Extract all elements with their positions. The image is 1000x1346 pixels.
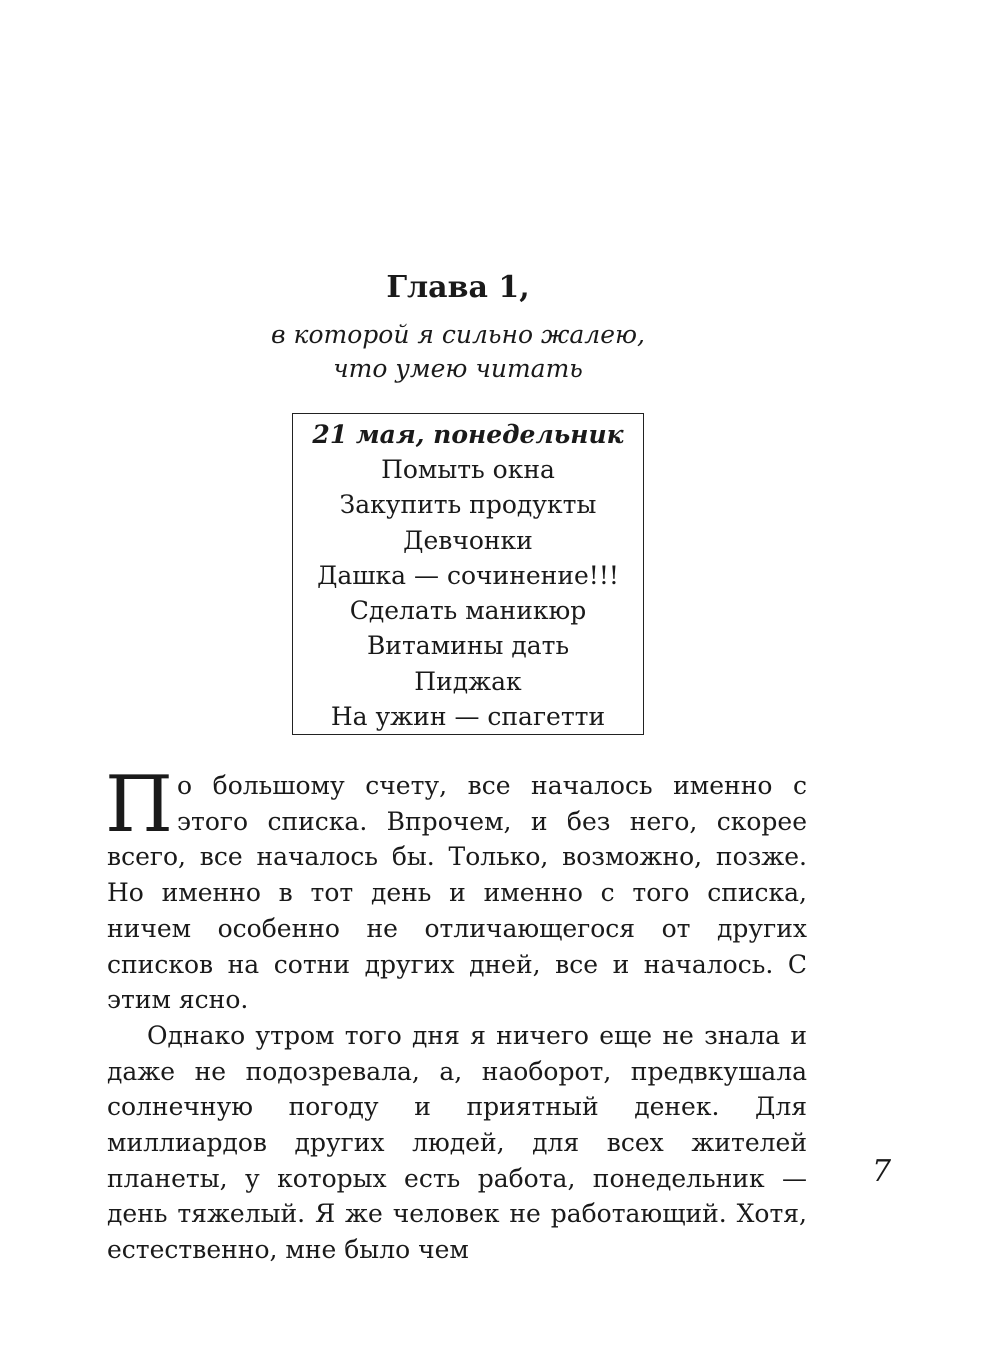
page-number: 7 <box>872 1154 892 1189</box>
drop-cap: П <box>105 760 174 850</box>
todo-item: Пиджак <box>414 666 522 696</box>
body-text <box>105 760 807 1268</box>
body-paragraph-1 <box>105 760 807 1018</box>
todo-item: Закупить продукты <box>339 490 597 520</box>
todo-item: Помыть окна <box>381 455 555 484</box>
todo-item: Девчонки <box>403 525 533 555</box>
todo-list-box <box>292 413 644 735</box>
paragraph-1-text: о большому счету, все началось именно с этого списка. Впрочем, и без него, скорее всего, все началось бы. Только, возможно, позже. Но именно в тот день и именно с того списка, ничем особенно не отличающегося от других списков на сотни других дней, все и началось. С этим ясно. <box>107 771 807 1015</box>
todo-item: Витамины дать <box>366 631 570 661</box>
todo-item: На ужин — спагетти <box>330 702 606 732</box>
chapter-subtitle-line-2: что умею читать <box>333 354 583 383</box>
todo-item: Дашка — сочинение!!! <box>317 560 619 590</box>
chapter-subtitle <box>0 318 916 386</box>
body-paragraph-2: Однако утром того дня я ничего еще не знала и даже не подозревала, а, наоборот, предвкушала солнечную погоду и приятный денек. Для миллиардов других людей, для всех жителей планеты, у которых есть работа, понедельник — день тяжелый. Я же человек не работающий. Хотя, естественно, мне было чем <box>107 1020 807 1265</box>
chapter-title: Глава 1, <box>386 270 530 305</box>
todo-list-date: 21 мая, понедельник <box>312 420 624 449</box>
todo-item: Сделать маникюр <box>349 596 587 626</box>
chapter-subtitle-line-1: в которой я сильно жалею, <box>271 320 645 349</box>
